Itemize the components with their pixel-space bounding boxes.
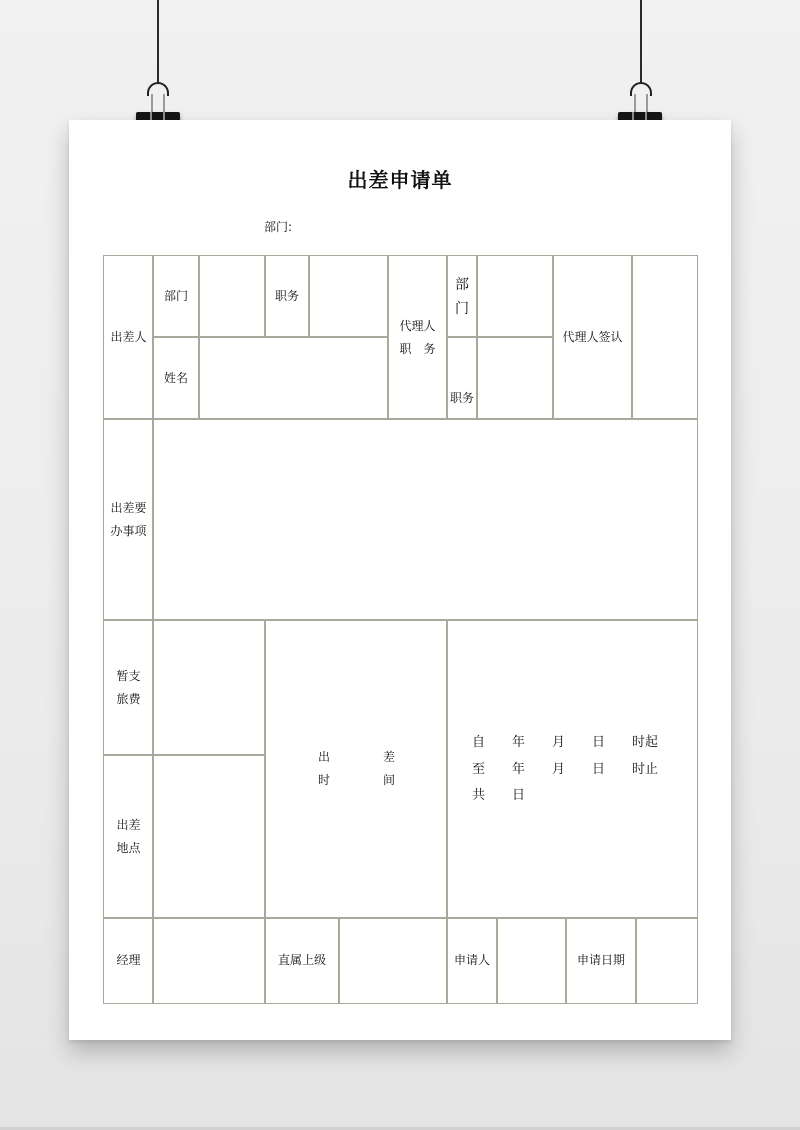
location-label-line2: 地点 — [116, 840, 141, 855]
proxy-department-line1: 部 — [455, 276, 469, 293]
trip-time-to-row — [472, 757, 658, 784]
traveler-position-field[interactable] — [308, 255, 389, 338]
application-date-text: 申请日期 — [576, 953, 625, 967]
supervisor-field[interactable] — [338, 917, 448, 1004]
from-hour: 时起 — [632, 735, 659, 750]
advance-field[interactable] — [152, 619, 266, 756]
proxy-signature-field[interactable] — [631, 255, 698, 420]
from-year: 年 — [512, 735, 526, 750]
advance-label-line2: 旅费 — [116, 691, 141, 706]
location-label-line1: 出差 — [116, 817, 141, 832]
manager-text: 经理 — [116, 953, 141, 967]
traveler-section-text: 出差人 — [110, 330, 147, 344]
proxy-section-line1: 代理人 — [399, 318, 436, 333]
trip-time-char-1: 出 — [318, 750, 331, 764]
proxy-section-line2: 职 务 — [399, 341, 436, 356]
matters-label-line2: 办事项 — [110, 523, 147, 538]
trip-time-total-row — [472, 783, 658, 810]
trip-time-char-4: 间 — [383, 773, 396, 787]
traveler-section-label — [103, 255, 154, 420]
applicant-field[interactable] — [496, 917, 567, 1004]
traveler-department-text: 部门 — [163, 289, 188, 303]
matters-label-line1: 出差要 — [110, 500, 147, 515]
proxy-signature-label — [552, 255, 633, 420]
proxy-position-text: 职务 — [449, 390, 474, 405]
proxy-department-line2: 门 — [455, 300, 469, 317]
trip-time-char-3: 时 — [318, 773, 331, 787]
advance-label — [103, 619, 154, 756]
trip-time-range — [472, 730, 658, 810]
proxy-section-label — [387, 255, 448, 420]
trip-time-char-2: 差 — [383, 750, 396, 764]
manager-field[interactable] — [152, 917, 266, 1004]
proxy-position-field[interactable] — [476, 336, 554, 420]
application-date-label — [565, 917, 637, 1004]
proxy-department-label — [446, 255, 478, 338]
supervisor-text: 直属上级 — [277, 953, 326, 967]
matters-field[interactable] — [152, 418, 698, 621]
applicant-label — [446, 917, 498, 1004]
traveler-name-text: 姓名 — [163, 370, 188, 385]
to-prefix: 至 — [472, 761, 486, 777]
applicant-text: 申请人 — [453, 953, 490, 967]
to-hour: 时止 — [632, 761, 659, 777]
from-prefix: 自 — [472, 735, 486, 750]
total-prefix: 共 — [472, 788, 486, 803]
application-date-field[interactable] — [635, 917, 698, 1004]
traveler-name-label — [152, 336, 200, 420]
from-month: 月 — [552, 735, 566, 750]
department-header-label: 部门: — [264, 220, 293, 234]
location-label — [103, 754, 154, 919]
proxy-signature-text: 代理人签认 — [562, 330, 623, 344]
manager-label — [103, 917, 154, 1004]
traveler-department-label — [152, 255, 200, 338]
supervisor-label — [264, 917, 340, 1004]
traveler-position-text: 职务 — [274, 289, 299, 303]
trip-time-from-row — [472, 730, 658, 757]
to-year: 年 — [512, 761, 526, 777]
traveler-department-field[interactable] — [198, 255, 266, 338]
proxy-department-field[interactable] — [476, 255, 554, 338]
proxy-position-label — [446, 336, 478, 420]
from-day: 日 — [592, 735, 606, 750]
total-days: 日 — [512, 788, 526, 803]
traveler-name-field[interactable] — [198, 336, 389, 420]
advance-label-line1: 暂支 — [116, 668, 141, 683]
trip-time-label — [318, 746, 397, 792]
location-field[interactable] — [152, 754, 266, 919]
traveler-position-label — [264, 255, 310, 338]
to-month: 月 — [552, 761, 566, 777]
to-day: 日 — [592, 761, 606, 777]
matters-label — [103, 418, 154, 621]
form-title: 出差申请单 — [347, 168, 453, 192]
